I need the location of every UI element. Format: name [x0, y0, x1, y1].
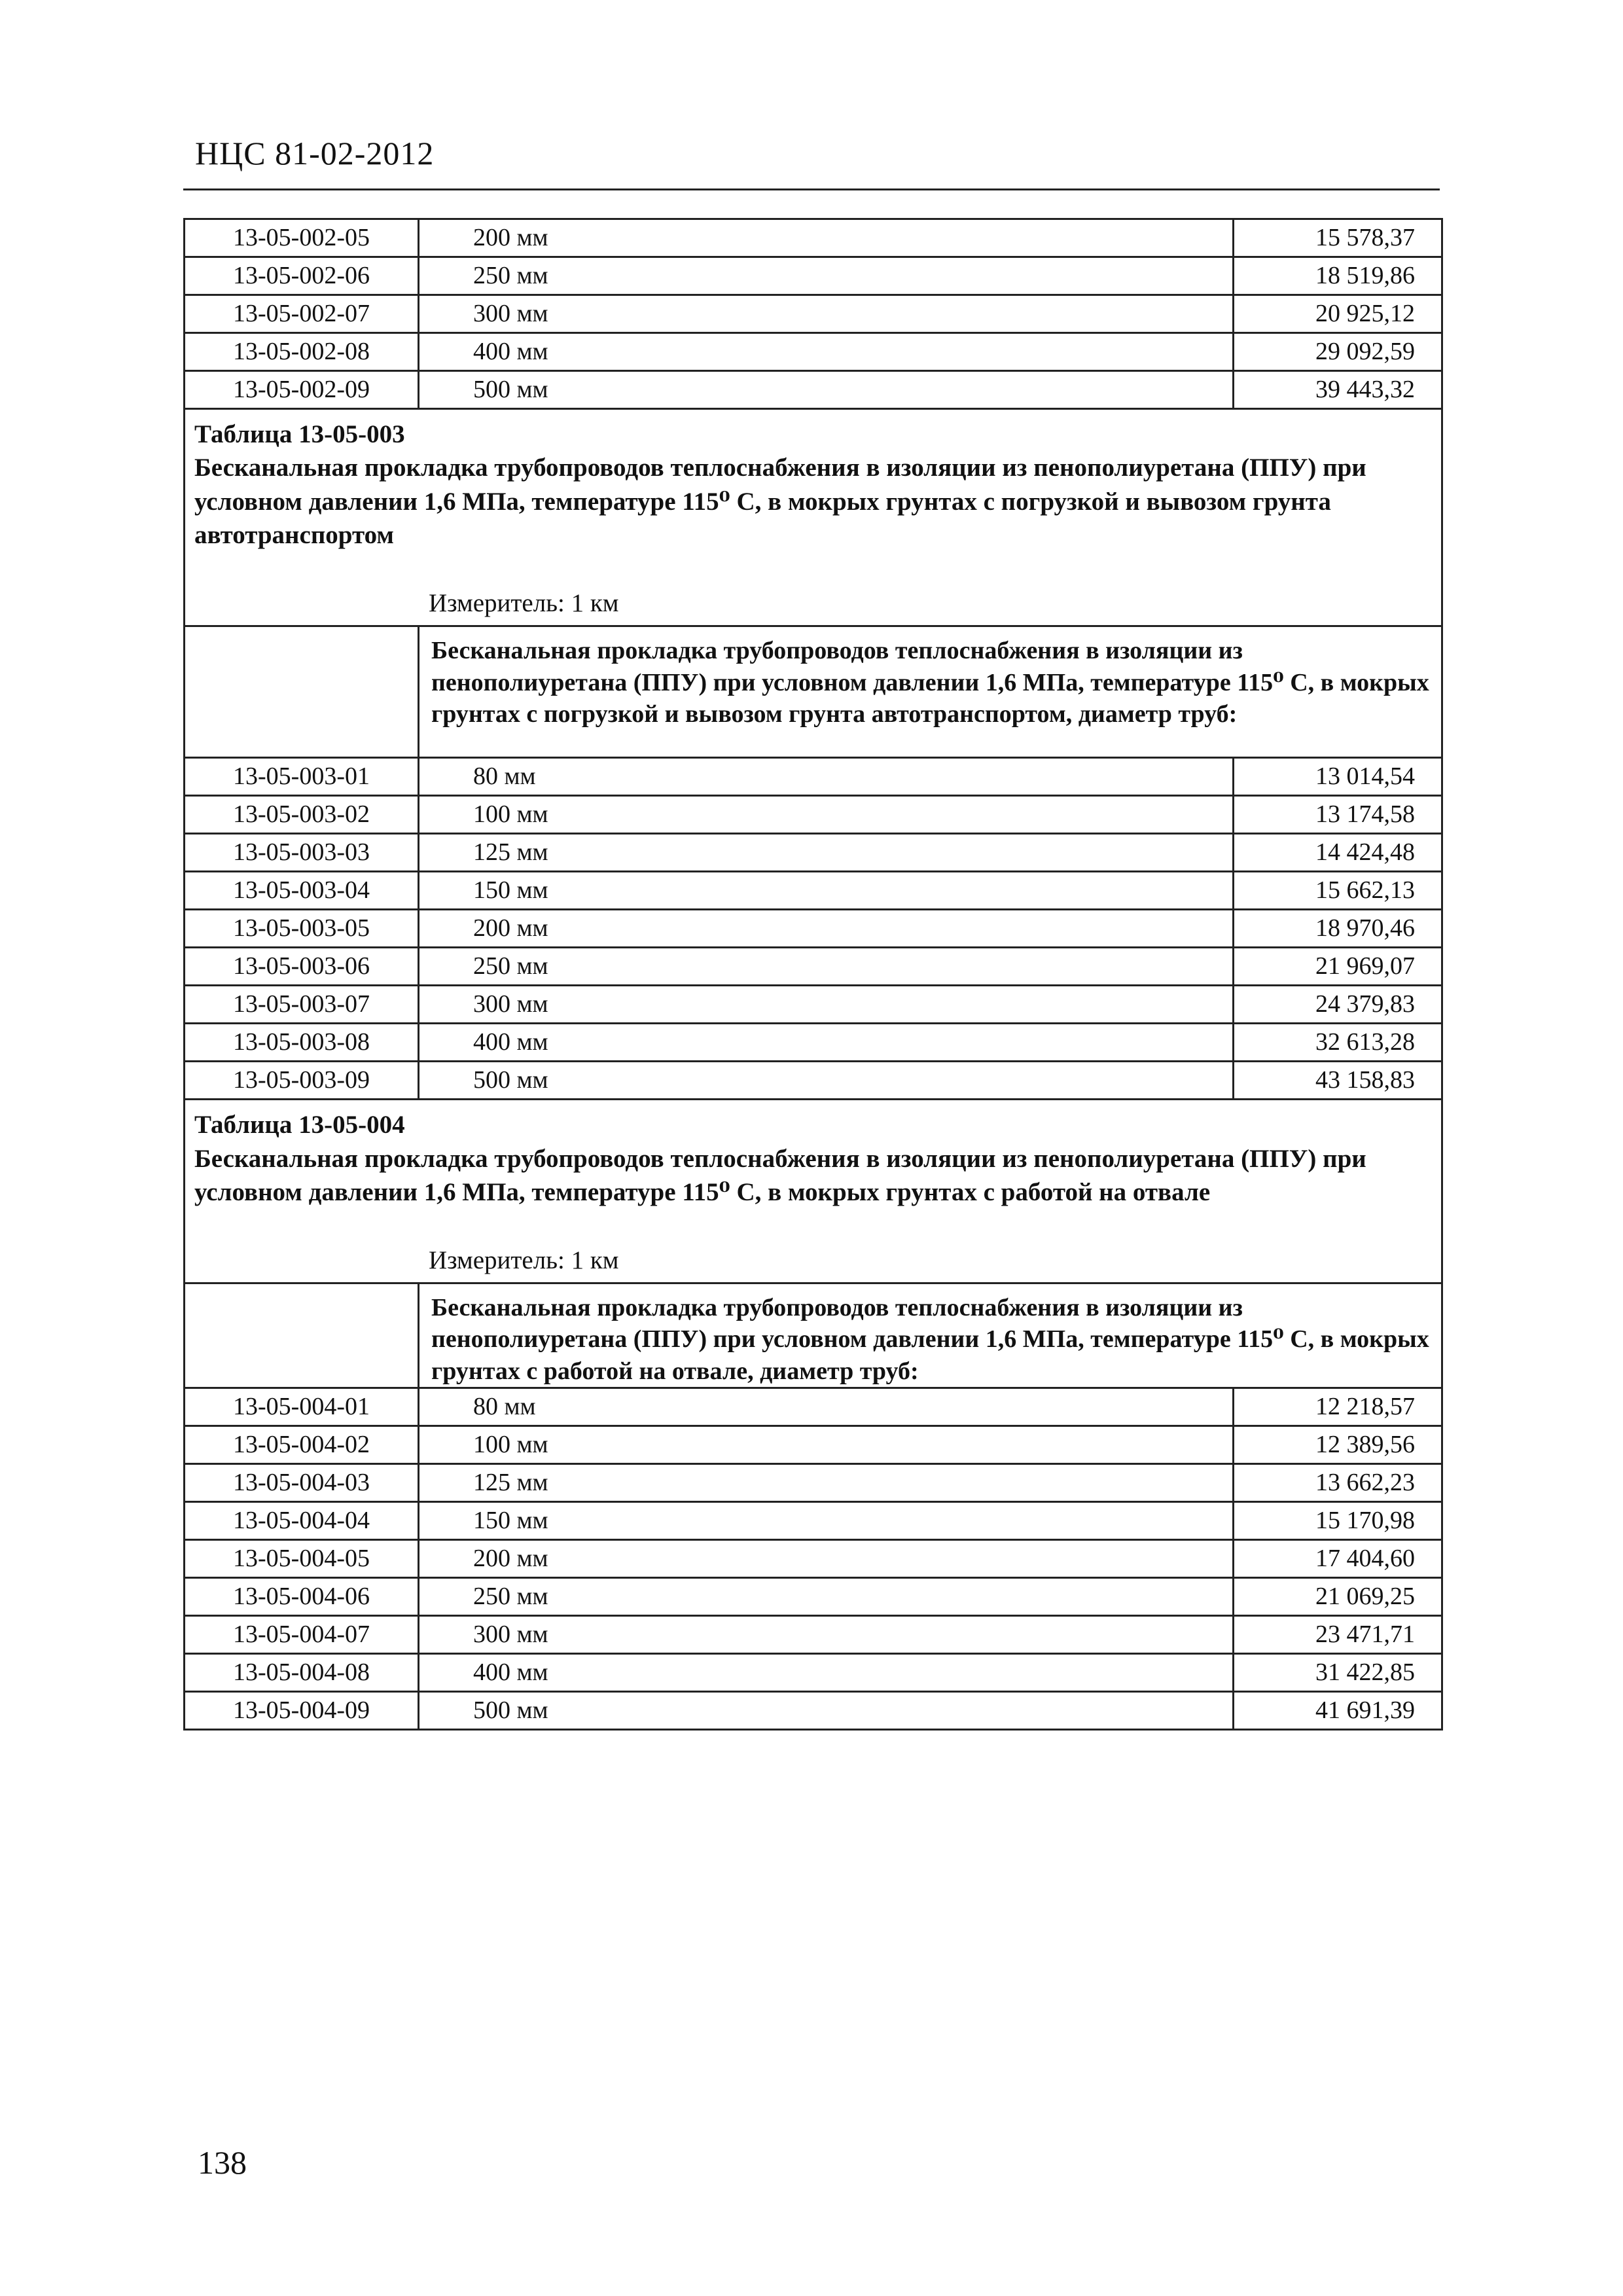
table-row [185, 834, 1442, 872]
blank-cell [185, 626, 419, 758]
row-size: 300 мм [419, 986, 1234, 1024]
measure-unit: Измеритель: 1 км [429, 588, 619, 617]
row-size: 300 мм [419, 1615, 1234, 1653]
row-size: 500 мм [419, 1691, 1234, 1729]
row-price: 15 170,98 [1234, 1501, 1442, 1539]
row-price: 39 443,32 [1234, 371, 1442, 409]
row-code: 13-05-004-09 [185, 1691, 419, 1729]
description-row [185, 1283, 1442, 1388]
row-code: 13-05-004-03 [185, 1463, 419, 1501]
table-caption [185, 1100, 1442, 1283]
row-code: 13-05-004-06 [185, 1577, 419, 1615]
row-code: 13-05-002-08 [185, 333, 419, 371]
table-row [185, 371, 1442, 409]
row-size: 400 мм [419, 1653, 1234, 1691]
blank-cell [185, 1283, 419, 1388]
row-price: 13 174,58 [1234, 796, 1442, 834]
row-code: 13-05-004-05 [185, 1539, 419, 1577]
table-row [185, 257, 1442, 295]
row-price: 43 158,83 [1234, 1062, 1442, 1100]
table-row [185, 948, 1442, 986]
table-row [185, 219, 1442, 257]
table-row [185, 295, 1442, 333]
row-code: 13-05-004-07 [185, 1615, 419, 1653]
row-size: 150 мм [419, 872, 1234, 910]
table-row [185, 1691, 1442, 1729]
row-price: 13 014,54 [1234, 758, 1442, 796]
row-price: 24 379,83 [1234, 986, 1442, 1024]
row-size: 100 мм [419, 1426, 1234, 1463]
row-size: 250 мм [419, 1577, 1234, 1615]
row-price: 23 471,71 [1234, 1615, 1442, 1653]
row-code: 13-05-003-03 [185, 834, 419, 872]
row-size: 125 мм [419, 834, 1234, 872]
description-row [185, 626, 1442, 758]
row-price: 18 970,46 [1234, 910, 1442, 948]
header-rule [183, 188, 1440, 190]
table-row [185, 1653, 1442, 1691]
row-code: 13-05-003-06 [185, 948, 419, 986]
row-price: 41 691,39 [1234, 1691, 1442, 1729]
table-row [185, 1426, 1442, 1463]
table-row [185, 1539, 1442, 1577]
row-price: 18 519,86 [1234, 257, 1442, 295]
row-size: 150 мм [419, 1501, 1234, 1539]
row-size: 250 мм [419, 948, 1234, 986]
table-row [185, 758, 1442, 796]
table-row [185, 910, 1442, 948]
table-label: Таблица 13-05-003 [194, 420, 405, 448]
row-size: 100 мм [419, 796, 1234, 834]
table-row [185, 796, 1442, 834]
row-code: 13-05-003-02 [185, 796, 419, 834]
row-size: 80 мм [419, 758, 1234, 796]
row-size: 200 мм [419, 219, 1234, 257]
row-size: 200 мм [419, 910, 1234, 948]
row-price: 15 662,13 [1234, 872, 1442, 910]
table-title: Бесканальная прокладка трубопроводов теплоснабжения в изоляции из пенополиуретана (ППУ) при условном давлении 1,6 МПа, температуре 115⁰ С, в мокрых грунтах с работой на отвале [194, 1144, 1366, 1207]
row-size: 200 мм [419, 1539, 1234, 1577]
table-row [185, 1062, 1442, 1100]
row-code: 13-05-004-08 [185, 1653, 419, 1691]
row-code: 13-05-002-05 [185, 219, 419, 257]
table-row [185, 1501, 1442, 1539]
table-title: Бесканальная прокладка трубопроводов теплоснабжения в изоляции из пенополиуретана (ППУ) при условном давлении 1,6 МПа, температуре 115⁰ С, в мокрых грунтах с погрузкой и вывозом грунта автотранспортом [194, 454, 1366, 550]
table-label: Таблица 13-05-004 [194, 1111, 405, 1139]
row-code: 13-05-004-02 [185, 1426, 419, 1463]
row-code: 13-05-003-01 [185, 758, 419, 796]
table-row [185, 1388, 1442, 1426]
row-price: 31 422,85 [1234, 1653, 1442, 1691]
row-size: 500 мм [419, 371, 1234, 409]
measure-unit: Измеритель: 1 км [429, 1246, 619, 1274]
row-code: 13-05-003-08 [185, 1024, 419, 1062]
table-row [185, 986, 1442, 1024]
table-row [185, 1463, 1442, 1501]
table-row [185, 872, 1442, 910]
table-row [185, 1577, 1442, 1615]
row-size: 400 мм [419, 333, 1234, 371]
page-number: 138 [198, 2144, 247, 2181]
row-size: 250 мм [419, 257, 1234, 295]
row-price: 13 662,23 [1234, 1463, 1442, 1501]
section-description: Бесканальная прокладка трубопроводов теплоснабжения в изоляции из пенополиуретана (ППУ) при условном давлении 1,6 МПа, температуре 115⁰ С, в мокрых грунтах с работой на отвале, диаметр труб: [419, 1283, 1442, 1388]
table-row [185, 1615, 1442, 1653]
row-price: 17 404,60 [1234, 1539, 1442, 1577]
table-caption-row [185, 1100, 1442, 1283]
row-price: 14 424,48 [1234, 834, 1442, 872]
row-price: 21 969,07 [1234, 948, 1442, 986]
table-caption [185, 409, 1442, 626]
row-code: 13-05-004-04 [185, 1501, 419, 1539]
row-price: 29 092,59 [1234, 333, 1442, 371]
row-code: 13-05-003-04 [185, 872, 419, 910]
row-code: 13-05-003-05 [185, 910, 419, 948]
row-size: 300 мм [419, 295, 1234, 333]
row-price: 12 218,57 [1234, 1388, 1442, 1426]
section-description: Бесканальная прокладка трубопроводов теплоснабжения в изоляции из пенополиуретана (ППУ) при условном давлении 1,6 МПа, температуре 115⁰ С, в мокрых грунтах с погрузкой и вывозом грунта автотранспортом, диаметр труб: [419, 626, 1442, 758]
row-size: 400 мм [419, 1024, 1234, 1062]
table-caption-row [185, 409, 1442, 626]
row-code: 13-05-003-07 [185, 986, 419, 1024]
row-code: 13-05-003-09 [185, 1062, 419, 1100]
table-row [185, 333, 1442, 371]
page-header: НЦС 81-02-2012 [195, 135, 435, 171]
price-table [183, 218, 1443, 1731]
row-price: 20 925,12 [1234, 295, 1442, 333]
row-price: 21 069,25 [1234, 1577, 1442, 1615]
row-price: 12 389,56 [1234, 1426, 1442, 1463]
row-price: 32 613,28 [1234, 1024, 1442, 1062]
row-code: 13-05-002-07 [185, 295, 419, 333]
row-price: 15 578,37 [1234, 219, 1442, 257]
row-size: 500 мм [419, 1062, 1234, 1100]
table-row [185, 1024, 1442, 1062]
row-code: 13-05-002-06 [185, 257, 419, 295]
row-code: 13-05-002-09 [185, 371, 419, 409]
row-code: 13-05-004-01 [185, 1388, 419, 1426]
row-size: 125 мм [419, 1463, 1234, 1501]
row-size: 80 мм [419, 1388, 1234, 1426]
